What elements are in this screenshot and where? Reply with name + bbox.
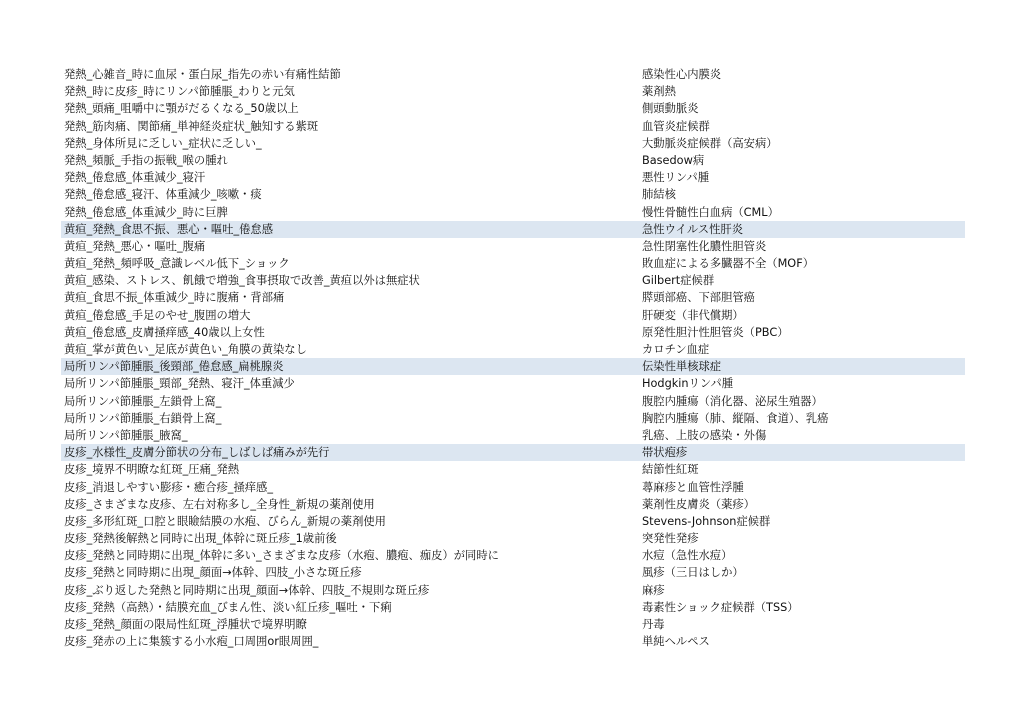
table-row [61,410,965,427]
table-row [61,358,965,375]
table-row [61,83,965,100]
table-row [61,272,965,289]
table-row [61,341,965,358]
condition-cell: 黄疸_掌が黄色い_足底が黄色い_角膜の黄染なし [64,343,307,356]
table-row [61,547,965,564]
diagnosis-cell: 慢性骨髄性白血病（CML） [642,205,779,219]
table-row [61,221,965,238]
condition-cell: 黄疸_発熱_悪心・嘔吐_腹痛 [64,239,206,253]
table-row [61,289,965,306]
diagnosis-cell: カロチン血症 [642,343,710,356]
diagnosis-cell: 側頭動脈炎 [642,102,699,116]
diagnosis-cell: 単純ヘルペス [642,635,710,649]
table-row [61,530,965,547]
table-row [61,66,965,83]
table-row [61,255,965,272]
condition-cell: 皮疹_さまざまな皮疹、左右対称多し_全身性_新規の薬剤使用 [64,497,375,511]
table-row [61,496,965,513]
table-row [61,100,965,117]
table-row [61,444,965,461]
condition-cell: 皮疹_発熱と同時期に出現_体幹に多い_さまざまな皮疹（水疱、膿疱、痂皮）が同時に [64,549,499,563]
table-row [61,393,965,410]
diagnosis-cell: 急性ウイルス性肝炎 [642,222,743,236]
table-row [61,307,965,324]
diagnosis-cell: 大動脈炎症候群（高安病） [642,136,778,150]
diagnosis-cell: 丹毒 [642,618,665,631]
diagnosis-cell: Hodgkinリンパ腫 [642,377,733,391]
diagnosis-cell: Basedow病 [642,153,705,167]
diagnosis-cell: 麻疹 [642,583,665,597]
diagnosis-cell: 急性閉塞性化膿性胆管炎 [642,239,767,253]
table-row [61,169,965,186]
diagnosis-cell: 薬剤熱 [642,85,676,99]
condition-cell: 局所リンパ節腫脹_右鎖骨上窩_ [64,411,222,425]
diagnosis-cell: 敗血症による多臓器不全（MOF） [642,257,814,271]
table-row [61,564,965,581]
condition-cell: 皮疹_発熱_顔面の限局性紅斑_浮腫状で境界明瞭 [64,618,307,631]
diagnosis-cell: 感染性心内膜炎 [642,68,722,81]
table-row [61,118,965,135]
diagnosis-cell: 帯状疱疹 [642,446,688,460]
diagnosis-cell: 薬剤性皮膚炎（薬疹） [642,497,755,511]
condition-cell: 黄疸_倦怠感_皮膚掻痒感_40歳以上女性 [64,325,265,339]
diagnosis-cell: 突発性発疹 [642,532,699,546]
diagnosis-cell: 肺結核 [642,188,676,202]
table-row [61,633,965,650]
diagnosis-cell: 乳癌、上肢の感染・外傷 [642,428,767,442]
condition-cell: 発熱_倦怠感_寝汗、体重減少_咳嗽・痰 [64,188,262,202]
diagnosis-cell: 毒素性ショック症候群（TSS） [642,600,799,614]
diagnosis-cell: Gilbert症候群 [642,274,715,288]
diagnosis-cell: 結節性紅斑 [642,463,699,477]
condition-cell: 皮疹_水様性_皮膚分節状の分布_しばしば痛みが先行 [64,446,330,460]
condition-cell: 発熱_頭痛_咀嚼中に顎がだるくなる_50歳以上 [64,102,299,116]
condition-cell: 局所リンパ節腫脹_後頸部_倦怠感_扁桃腺炎 [64,360,284,374]
diagnosis-cell: 水痘（急性水痘） [642,549,733,563]
diagnosis-cell: 蕁麻疹と血管性浮腫 [642,480,744,494]
condition-cell: 局所リンパ節腫脹_腋窩_ [64,428,188,442]
diagnosis-cell: 悪性リンパ腫 [642,171,709,185]
table-row [61,461,965,478]
table-row [61,513,965,530]
condition-cell: 発熱_筋肉痛、関節痛_単神経炎症状_触知する紫斑 [64,119,319,133]
table-row [61,135,965,152]
condition-cell: 皮疹_境界不明瞭な紅斑_圧痛_発熱 [64,463,240,477]
condition-cell: 皮疹_発熱（高熱）・結膜充血_びまん性、淡い紅丘疹_嘔吐・下痢 [64,600,392,614]
condition-cell: 皮疹_発熱後解熱と同時に出現_体幹に斑丘疹_1歳前後 [64,532,337,546]
diagnosis-cell: 肝硬変（非代償期） [642,308,744,322]
condition-cell: 局所リンパ節腫脹_頸部_発熱、寝汗_体重減少 [64,377,295,391]
condition-cell: 発熱_心雑音_時に血尿・蛋白尿_指先の赤い有痛性結節 [64,68,341,81]
diagnosis-cell: 腹腔内腫瘍（消化器、泌尿生殖器） [642,394,823,408]
diagnosis-cell: 伝染性単核球症 [642,360,722,374]
condition-cell: 発熱_倦怠感_体重減少_寝汗 [64,171,206,185]
condition-cell: 黄疸_発熱_頻呼吸_意識レベル低下_ショック [64,257,290,271]
condition-cell: 皮疹_多形紅斑_口腔と眼瞼結膜の水疱、びらん_新規の薬剤使用 [64,514,386,528]
differential-diagnosis-table [61,66,965,650]
table-row [61,186,965,203]
condition-cell: 局所リンパ節腫脹_左鎖骨上窩_ [64,394,222,408]
condition-cell: 黄疸_感染、ストレス、飢餓で増強_食事摂取で改善_黄疸以外は無症状 [64,274,420,288]
condition-cell: 発熱_倦怠感_体重減少_時に巨脾 [64,205,228,219]
condition-cell: 黄疸_倦怠感_手足のやせ_腹囲の増大 [64,308,251,322]
table-row [61,375,965,392]
diagnosis-cell: 風疹（三日はしか） [642,566,744,580]
diagnosis-cell: 原発性胆汁性胆管炎（PBC） [642,325,789,339]
table-row [61,582,965,599]
diagnosis-cell: 胸腔内腫瘍（肺、縦隔、食道）、乳癌 [642,411,829,425]
condition-cell: 発熱_身体所見に乏しい_症状に乏しい_ [64,136,262,150]
condition-cell: 黄疸_食思不振_体重減少_時に腹痛・背部痛 [64,291,285,305]
condition-cell: 皮疹_発赤の上に集簇する小水疱_口周囲or眼周囲_ [64,635,319,649]
condition-cell: 発熱_時に皮疹_時にリンパ節腫脹_わりと元気 [64,85,295,99]
table-row [61,152,965,169]
table-row [61,479,965,496]
condition-cell: 皮疹_発熱と同時期に出現_顔面→体幹、四肢_小さな斑丘疹 [64,566,362,580]
condition-cell: 発熱_頻脈_手指の振戦_喉の腫れ [64,153,228,167]
condition-cell: 黄疸_発熱_食思不振、悪心・嘔吐_倦怠感 [64,222,273,236]
diagnosis-cell: Stevens-Johnson症候群 [642,514,771,528]
table-row [61,427,965,444]
diagnosis-cell: 血管炎症候群 [642,119,710,133]
table-row [61,238,965,255]
table-row [61,204,965,221]
condition-cell: 皮疹_消退しやすい膨疹・癒合疹_掻痒感_ [64,480,273,494]
diagnosis-cell: 膵頭部癌、下部胆管癌 [642,291,755,305]
table-row [61,616,965,633]
condition-cell: 皮疹_ぶり返した発熱と同時期に出現_顔面→体幹、四肢_不規則な斑丘疹 [64,583,430,597]
table-row [61,324,965,341]
table-row [61,599,965,616]
